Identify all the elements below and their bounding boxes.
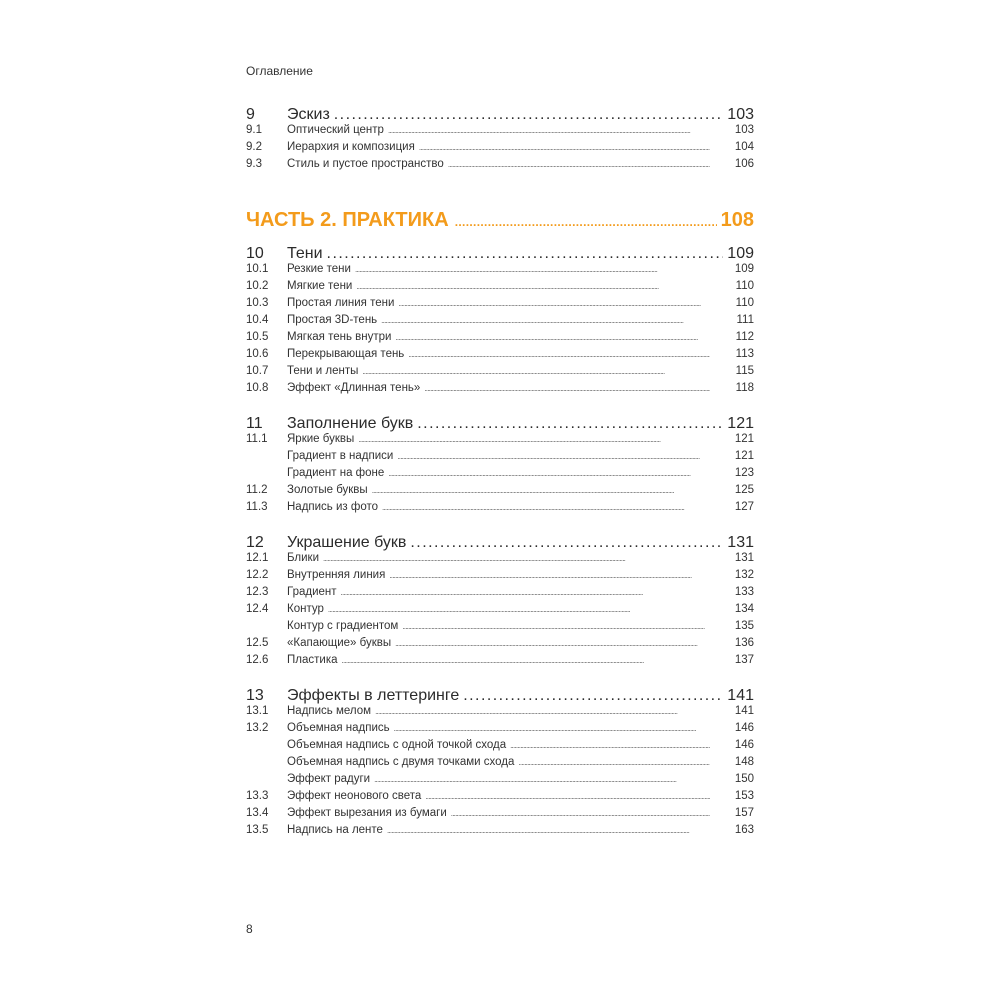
toc-entry-title: Золотые буквы	[287, 484, 368, 496]
toc-entry-title: Заполнение букв	[287, 415, 414, 432]
toc-entry-title: Внутренняя линия	[287, 569, 386, 581]
toc-entry-page: 111	[736, 314, 754, 326]
dot-leader	[328, 605, 710, 614]
toc-entry-page: 110	[735, 280, 754, 292]
dot-leader	[372, 486, 710, 495]
toc-entry-number: 10	[246, 245, 264, 262]
dot-leader	[451, 809, 710, 818]
toc-entry-number: 11	[246, 415, 263, 432]
toc-entry-title: Эффект радуги	[287, 773, 371, 785]
dot-leader	[327, 245, 724, 263]
toc-entry-number: 10.4	[246, 314, 269, 326]
toc-entry-number: 9.3	[246, 158, 262, 170]
toc-subsection-row[interactable]	[246, 297, 754, 314]
toc-entry-page: 109	[727, 245, 754, 262]
toc-entry-title: Мягкие тени	[287, 280, 353, 292]
toc-entry-title: Контур с градиентом	[287, 620, 399, 632]
toc-entry-page: 115	[735, 365, 754, 377]
dot-leader	[397, 452, 710, 461]
toc-entry-number: 12.6	[246, 654, 269, 666]
dot-leader	[455, 215, 717, 229]
toc-entry-title: Резкие тени	[287, 263, 351, 275]
toc-entry-title: Блики	[287, 552, 320, 564]
toc-entry-title: Эффект «Длинная тень»	[287, 382, 421, 394]
toc-entry-page: 146	[734, 722, 754, 734]
toc-entry-page: 103	[734, 124, 754, 136]
toc-entry-number: 12.1	[246, 552, 269, 564]
dot-leader	[402, 622, 710, 631]
toc-subsection-row[interactable]	[246, 501, 754, 518]
toc-entry-page: 136	[734, 637, 754, 649]
toc-entry-number: 10.1	[246, 263, 269, 275]
dot-leader	[388, 469, 710, 478]
toc-entry-number: 10.2	[246, 280, 269, 292]
toc-part-row[interactable]	[246, 209, 754, 237]
dot-leader	[375, 707, 710, 716]
toc-entry-page: 123	[734, 467, 754, 479]
toc-entry-page: 131	[727, 534, 754, 551]
toc-entry-page: 137	[734, 654, 754, 666]
toc-subsection-row[interactable]	[246, 280, 754, 297]
toc-entry-title: Эффекты в леттеринге	[287, 687, 460, 704]
dot-leader	[417, 415, 723, 433]
toc-entry-number: 12.5	[246, 637, 269, 649]
toc-subsection-row[interactable]	[246, 603, 754, 620]
dot-leader	[395, 639, 710, 648]
dot-leader	[381, 316, 710, 325]
toc-entry-page: 121	[734, 433, 754, 445]
toc-entry-number: 11.3	[246, 501, 268, 513]
toc-entry-title: Стиль и пустое пространство	[287, 158, 444, 170]
toc-entry-number: 13	[246, 687, 264, 704]
toc-subsection-row[interactable]	[246, 620, 754, 637]
toc-subsection-row[interactable]	[246, 552, 754, 569]
toc-entry-number: 10.6	[246, 348, 269, 360]
toc-entry-title: Перекрывающая тень	[287, 348, 405, 360]
toc-subsection-row[interactable]	[246, 654, 754, 671]
toc-entry-page: 135	[734, 620, 754, 632]
toc-entry-page: 121	[727, 415, 754, 432]
toc-subsection-row[interactable]	[246, 773, 754, 790]
toc-entry-page: 113	[735, 348, 754, 360]
toc-subsection-row[interactable]	[246, 158, 754, 175]
toc-entry-page: 133	[734, 586, 754, 598]
toc-entry-page: 118	[735, 382, 754, 394]
dot-leader	[374, 775, 710, 784]
toc-entry-title: Объемная надпись	[287, 722, 390, 734]
toc-entry-title: Градиент на фоне	[287, 467, 385, 479]
dot-leader	[398, 299, 710, 308]
toc-subsection-row[interactable]	[246, 141, 754, 158]
toc-entry-page: 121	[734, 450, 754, 462]
toc-entry-number: 12	[246, 534, 264, 551]
toc-entry-page: 108	[720, 209, 754, 231]
toc-entry-number: 13.1	[246, 705, 269, 717]
toc-entry-page: 127	[734, 501, 754, 513]
page-number: 8	[246, 922, 253, 936]
toc-entry-number: 13.2	[246, 722, 269, 734]
toc-chapter-row[interactable]	[246, 687, 754, 705]
toc-entry-page: 153	[734, 790, 754, 802]
toc-entry-number: 9	[246, 106, 255, 123]
dot-leader	[463, 687, 723, 705]
dot-leader	[387, 826, 710, 835]
dot-leader	[355, 265, 710, 274]
toc-entry-title: Градиент	[287, 586, 337, 598]
toc-subsection-row[interactable]	[246, 484, 754, 501]
toc-chapter-row[interactable]	[246, 245, 754, 263]
toc-entry-number: 13.5	[246, 824, 269, 836]
toc-chapter-row[interactable]	[246, 534, 754, 552]
toc-entry-title: Мягкая тень внутри	[287, 331, 392, 343]
toc-entry-title: Тени и ленты	[287, 365, 359, 377]
toc-subsection-row[interactable]	[246, 739, 754, 756]
toc-entry-page: 132	[734, 569, 754, 581]
dot-leader	[408, 350, 710, 359]
toc-entry-title: Эффект неонового света	[287, 790, 422, 802]
toc-entry-page: 157	[734, 807, 754, 819]
toc-entry-page: 103	[727, 106, 754, 123]
toc-subsection-row[interactable]	[246, 722, 754, 739]
toc-subsection-row[interactable]	[246, 586, 754, 603]
toc-subsection-row[interactable]	[246, 756, 754, 773]
toc-entry-title: Простая 3D-тень	[287, 314, 378, 326]
toc-entry-title: Градиент в надписи	[287, 450, 394, 462]
toc-entry-title: Контур	[287, 603, 324, 615]
toc-subsection-row[interactable]	[246, 824, 754, 841]
toc-entry-page: 125	[734, 484, 754, 496]
toc-entry-page: 106	[734, 158, 754, 170]
dot-leader	[356, 282, 710, 291]
toc-entry-title: Эффект вырезания из бумаги	[287, 807, 447, 819]
dot-leader	[342, 656, 711, 665]
dot-leader	[395, 333, 710, 342]
dot-leader	[362, 367, 710, 376]
toc-entry-number: 9.1	[246, 124, 262, 136]
toc-entry-number: 9.2	[246, 141, 262, 153]
toc-subsection-row[interactable]	[246, 365, 754, 382]
dot-leader	[389, 571, 710, 580]
toc-entry-title: Украшение букв	[287, 534, 407, 551]
toc-entry-page: 150	[734, 773, 754, 785]
toc-subsection-row[interactable]	[246, 467, 754, 484]
toc-entry-title: «Капающие» буквы	[287, 637, 392, 649]
toc-entry-title: Эскиз	[287, 106, 330, 123]
toc-subsection-row[interactable]	[246, 331, 754, 348]
toc-entry-title: Надпись из фото	[287, 501, 379, 513]
toc-entry-page: 134	[734, 603, 754, 615]
toc-entry-page: 104	[734, 141, 754, 153]
dot-leader	[358, 435, 710, 444]
toc-entry-title: Объемная надпись с двумя точками схода	[287, 756, 515, 768]
toc-entry-title: Надпись мелом	[287, 705, 372, 717]
toc-subsection-row[interactable]	[246, 705, 754, 722]
toc-entry-page: 163	[734, 824, 754, 836]
dot-leader	[388, 126, 710, 135]
dot-leader	[510, 741, 710, 750]
toc-entry-page: 110	[735, 297, 754, 309]
toc-chapter-row[interactable]	[246, 106, 754, 124]
toc-entry-page: 109	[734, 263, 754, 275]
toc-entry-page: 146	[734, 739, 754, 751]
toc-entry-page: 141	[727, 687, 754, 704]
toc-entry-page: 131	[734, 552, 754, 564]
toc-entry-number: 12.4	[246, 603, 269, 615]
table-of-contents	[246, 106, 754, 841]
toc-subsection-row[interactable]	[246, 348, 754, 365]
toc-entry-number: 13.4	[246, 807, 269, 819]
toc-entry-number: 12.2	[246, 569, 269, 581]
toc-chapter-row[interactable]	[246, 415, 754, 433]
toc-entry-number: 13.3	[246, 790, 269, 802]
running-head: Оглавление	[246, 64, 313, 78]
toc-entry-title: Иерархия и композиция	[287, 141, 415, 153]
dot-leader	[518, 758, 710, 767]
dot-leader	[425, 792, 710, 801]
dot-leader	[448, 160, 710, 169]
dot-leader	[419, 143, 710, 152]
toc-entry-page: 148	[734, 756, 754, 768]
toc-entry-number: 11.1	[246, 433, 268, 445]
toc-subsection-row[interactable]	[246, 124, 754, 141]
toc-entry-title: Оптический центр	[287, 124, 384, 136]
dot-leader	[382, 503, 710, 512]
toc-subsection-row[interactable]	[246, 450, 754, 467]
dot-leader	[394, 724, 710, 733]
toc-entry-page: 141	[734, 705, 754, 717]
toc-entry-title: Тени	[287, 245, 323, 262]
toc-entry-title: Объемная надпись с одной точкой схода	[287, 739, 507, 751]
toc-entry-number: 10.8	[246, 382, 269, 394]
toc-subsection-row[interactable]	[246, 433, 754, 450]
toc-entry-title: ЧАСТЬ 2. ПРАКТИКА	[246, 209, 449, 231]
toc-subsection-row[interactable]	[246, 382, 754, 399]
dot-leader	[410, 534, 723, 552]
toc-subsection-row[interactable]	[246, 263, 754, 280]
dot-leader	[323, 554, 710, 563]
toc-entry-number: 11.2	[246, 484, 268, 496]
toc-entry-number: 10.3	[246, 297, 269, 309]
toc-entry-page: 112	[735, 331, 754, 343]
toc-entry-number: 10.7	[246, 365, 269, 377]
toc-entry-number: 10.5	[246, 331, 269, 343]
toc-entry-title: Пластика	[287, 654, 338, 666]
toc-entry-number: 12.3	[246, 586, 269, 598]
toc-subsection-row[interactable]	[246, 790, 754, 807]
toc-entry-title: Яркие буквы	[287, 433, 355, 445]
dot-leader	[424, 384, 710, 393]
toc-entry-title: Простая линия тени	[287, 297, 395, 309]
dot-leader	[334, 106, 724, 124]
toc-entry-title: Надпись на ленте	[287, 824, 383, 836]
toc-subsection-row[interactable]	[246, 314, 754, 331]
toc-subsection-row[interactable]	[246, 637, 754, 654]
dot-leader	[341, 588, 710, 597]
toc-subsection-row[interactable]	[246, 569, 754, 586]
toc-subsection-row[interactable]	[246, 807, 754, 824]
